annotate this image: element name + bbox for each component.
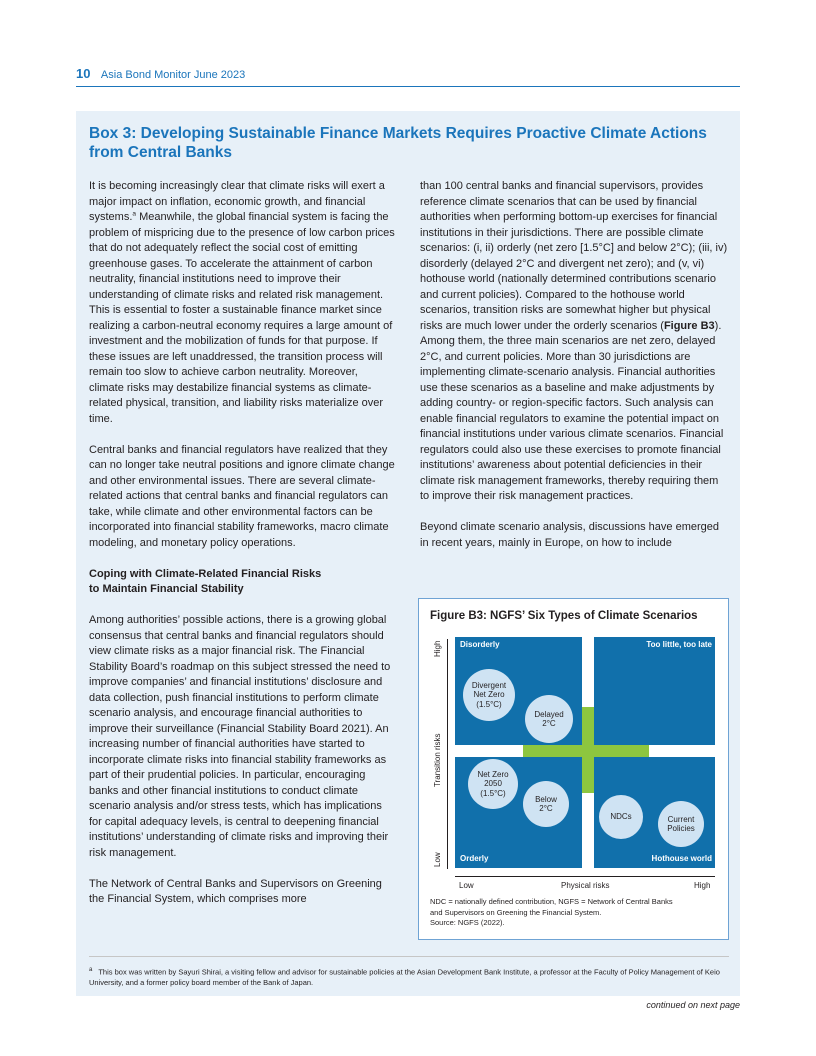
right-column [420, 179, 730, 567]
figure-notes [430, 897, 720, 929]
scenario-below-2c [523, 781, 569, 827]
scenario-net-zero-2050 [468, 759, 518, 809]
footnote [89, 965, 729, 989]
figure-reference-link[interactable]: Figure B3 [663, 319, 715, 332]
left-paragraph-2: Central banks and financial regulators have realized that they can no longer take neutral positions and ignore climate change and other environmental issues. There are several climate-related actions that central banks and financial regulators can take, while climate and other environmental factors can be incorporated into financial stability frameworks, macro climate modeling, and monetary policy operations. [89, 443, 395, 549]
right-paragraph-1 [420, 179, 730, 505]
subheading-line1: Coping with Climate-Related Financial Risks [89, 567, 322, 580]
left-paragraph-1 [89, 179, 395, 427]
scenario-divergent-net-zero [463, 669, 515, 721]
y-axis-high: High [433, 640, 442, 657]
right-paragraph-2: Beyond climate scenario analysis, discussions have emerged in recent years, mainly in Europe, on how to include [420, 521, 719, 549]
header-rule [76, 86, 740, 87]
divergent-line1: Divergent [471, 680, 507, 690]
y-axis-low: Low [433, 852, 442, 867]
cross-horizontal-bar [523, 745, 649, 757]
left-paragraph-3: Among authorities’ possible actions, there is a growing global consensus that central banks and financial regulators should view climate risks as a major financial risk. The Financial Stability Board’s roadmap on this subject stressed the need to improve companies’ and financial institutions’ disclosure and data collection, push financial institutions to perform climate scenario analysis, and encourage financial authorities to improve their surveillance (Financial Stability Board 2021). An increasing number of financial authorities have started to incorporate climate risks into financial stability frameworks as part of their prudential policies. In particular, encouraging banks and other financial institutions to conduct climate scenario analysis and/or stress tests, which has implications for capital adequacy levels, is central to deepening financial institutions’ understanding of climate risks and improving their risk management. [89, 614, 391, 859]
footnote-marker: a [89, 967, 93, 973]
figure-title: Figure B3: NGFS’ Six Types of Climate Scenarios [430, 610, 698, 622]
box-title-line1: Box 3: Developing Sustainable Finance Markets Requires Proactive Climate Actions [89, 125, 707, 142]
delayed-line1: Delayed [534, 709, 564, 719]
y-axis-label: Transition risks [433, 733, 442, 787]
figure-source: Source: NGFS (2022). [430, 918, 505, 927]
current-line2: Policies [667, 824, 695, 833]
x-axis-line [455, 876, 715, 877]
label-hothouse-world: Hothouse world [651, 854, 712, 863]
ndcs-label: NDCs [610, 812, 632, 822]
x-axis-label: Physical risks [561, 881, 610, 890]
right-p1-text-b: ). Among them, the three main scenarios are net zero, delayed 2°C, and current policies. More than 30 jurisdictions are implementing climate-scenario analysis. Financial authorities use these scenarios as a baseline and make adjustments by adding country- or region-specific factors. Such analysis can enable financial regulators to examine the potential impact on financial institutions under various climate scenarios. Financial regulators could also use these exercises to promote financial institutions’ awareness about potential deficiencies in their climate risk management frameworks, thereby requiring them to improve their risk management practices. [420, 319, 724, 502]
delayed-line2: 2°C [542, 719, 556, 728]
footnote-text: This box was written by Sayuri Shirai, a visiting fellow and advisor for sustainable policies at the Asian Development Bank Institute, a professor at the Faculty of Policy Management of Keio University, and a former policy board member of the Bank of Japan. [89, 967, 720, 987]
scenario-current-policies [658, 801, 704, 847]
below-line2: 2°C [539, 804, 553, 813]
footnote-rule [89, 956, 729, 957]
figure-b3 [418, 598, 729, 940]
running-header [76, 66, 245, 81]
x-axis-high: High [694, 881, 711, 890]
left-p1-text-a: It is becoming increasingly clear that climate risks will exert a major impact on inflation, economic growth, and financial systems. [89, 180, 385, 223]
continued-note: continued on next page [646, 1000, 740, 1010]
current-line1: Current [667, 814, 695, 824]
subheading-line2: to Maintain Financial Stability [89, 583, 244, 595]
right-p1-text-a: than 100 central banks and financial supervisors, provides reference climate scenarios that can be used by financial authorities when performing bottom-up exercises for financial institutions in their jurisdictions. There are possible climate scenarios: (i, ii) orderly (net zero [1.5°C] and below 2°C); (iii, iv) disorderly (delayed 2°C and divergent net zero); and (v, vi) hothouse world (nationally determined contributions scenario and current policies). Compared to the hothouse world scenarios, transition risks are somewhat higher but physical risks are much lower under the orderly scenarios ( [420, 180, 728, 332]
note-line2: and Supervisors on Greening the Financial System. [430, 907, 602, 917]
label-orderly: Orderly [460, 854, 489, 863]
quadrant-too-little-too-late [594, 637, 715, 745]
divergent-line2: Net Zero [473, 690, 505, 700]
section-subheading [89, 567, 395, 598]
box-title-line2: from Central Banks [89, 144, 232, 161]
left-p1-text-b: Meanwhile, the global financial system is facing the problem of mispricing due to the presence of low carbon prices that do not adequately reflect the social cost of emitting greenhouse gases. To accelerate the attainment of carbon neutrality, financial institutions need to improve their understanding of climate risks and related risk management. This is essential to foster a sustainable finance market since realizing a carbon-neutral economy requires a large amount of investment and the mobilization of funds for that purpose. If these issues are left unaddressed, the transition process will remain too slow to achieve carbon neutrality. Moreover, climate risks may destabilize financial systems as climate-related physical, transition, and liability risks materialize over time. [89, 211, 395, 425]
below-line1: Below [535, 794, 557, 804]
divergent-line3: (1.5°C) [476, 699, 502, 709]
netzero-line2: 2050 [484, 779, 502, 789]
y-axis-line [447, 639, 448, 869]
label-too-little-too-late: Too little, too late [646, 640, 712, 649]
note-line1: NDC = nationally defined contribution, NGFS = Network of Central Banks [430, 897, 673, 906]
netzero-line3: (1.5°C) [480, 788, 506, 798]
left-column [89, 179, 395, 923]
page-number: 10 [76, 66, 91, 81]
label-disorderly: Disorderly [460, 640, 500, 649]
scenario-delayed-2c [525, 695, 573, 743]
footnote-reference[interactable]: a [132, 210, 137, 218]
x-axis-low: Low [459, 881, 474, 890]
scenario-ndcs [599, 795, 643, 839]
publication-title: Asia Bond Monitor June 2023 [100, 69, 246, 81]
box-title [89, 124, 709, 162]
netzero-line1: Net Zero [477, 769, 509, 779]
left-paragraph-4: The Network of Central Banks and Supervisors on Greening the Financial System, which comprises more [89, 877, 382, 905]
